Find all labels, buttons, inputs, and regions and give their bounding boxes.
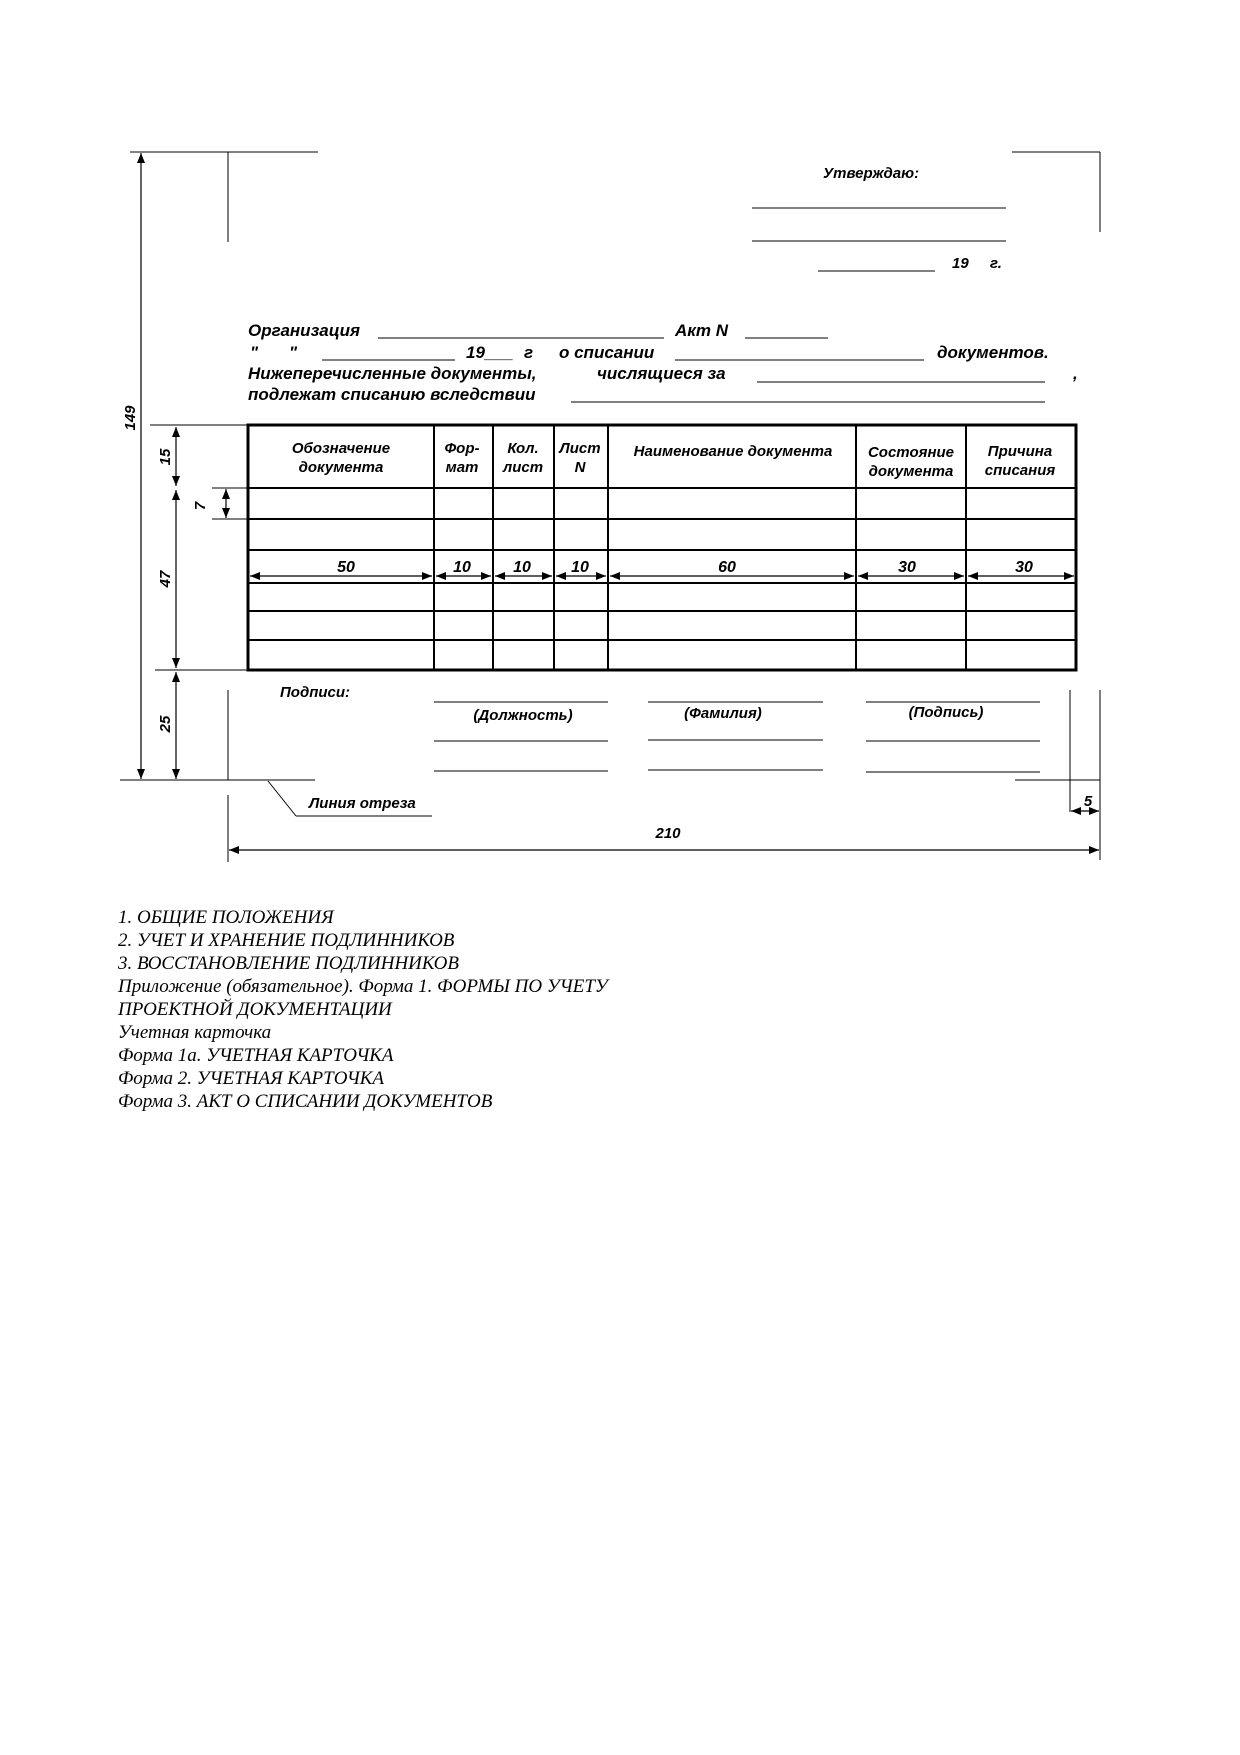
header-year-prefix: 19___ [466, 343, 514, 362]
dim-col-width-3: 10 [513, 559, 531, 576]
col-sheet-count-line1: Кол. [507, 440, 539, 457]
signatures-label: Подписи: [280, 684, 351, 701]
subject-to: подлежат списанию вследствии [248, 385, 536, 404]
contents-item: Учетная карточка [118, 1022, 272, 1043]
col-reason-line2: списания [984, 462, 1056, 479]
dim-col-width-4: 10 [571, 559, 589, 576]
dim-col-width-2: 10 [453, 559, 471, 576]
approve-year-prefix: 19 [952, 255, 969, 272]
dim-col-width-7: 30 [1015, 559, 1033, 576]
signature-sign-caption: (Подпись) [908, 704, 984, 721]
counted-for: числящиеся за [597, 364, 726, 383]
contents-item: Приложение (обязательное). Форма 1. ФОРМЫ ПО УЧЕТУ [118, 976, 608, 997]
dim-col-width-1: 50 [337, 559, 355, 576]
col-sheet-no-line1: Лист [559, 440, 601, 457]
contents-item: 1. ОБЩИЕ ПОЛОЖЕНИЯ [118, 907, 334, 928]
table-header [292, 440, 1055, 480]
column-width-dimensions [250, 559, 1074, 576]
approve-year-suffix: г. [990, 255, 1002, 272]
height-dimensions [122, 153, 248, 779]
col-condition-line2: документа [868, 463, 954, 480]
contents-item: Форма 2. УЧЕТНАЯ КАРТОЧКА [118, 1068, 385, 1089]
header-year-suffix: г [524, 343, 534, 362]
col-designation-line2: документа [298, 459, 384, 476]
listed-docs: Нижеперечисленные документы, [248, 364, 537, 383]
about-writeoff: о списании [559, 343, 655, 362]
cut-line-note [268, 781, 432, 816]
contents-item: Форма 1а. УЧЕТНАЯ КАРТОЧКА [118, 1045, 394, 1066]
approve-title: Утверждаю: [823, 165, 920, 182]
organization-label: Организация [248, 321, 361, 340]
col-designation-line1: Обозначение [291, 440, 391, 457]
dim-body-height: 47 [157, 570, 174, 588]
col-format-line2: мат [445, 459, 479, 476]
col-sheet-no-line2: N [574, 459, 586, 476]
act-header [248, 321, 1078, 404]
dim-col-width-5: 60 [718, 559, 736, 576]
header-comma: , [1073, 364, 1078, 383]
act-label: Акт N [675, 321, 729, 340]
dim-total-height: 149 [122, 405, 139, 431]
contents-item: 3. ВОССТАНОВЛЕНИЕ ПОДЛИННИКОВ [118, 953, 459, 974]
quote-close: " [289, 343, 298, 362]
col-doc-name: Наименование документа [633, 443, 833, 460]
dim-signature-zone-height: 25 [157, 715, 174, 733]
dim-total-width: 210 [655, 825, 681, 842]
approval-block [752, 165, 1006, 272]
col-reason-line1: Причина [987, 443, 1053, 460]
quote-open: " [250, 343, 259, 362]
contents-item: ПРОЕКТНОЙ ДОКУМЕНТАЦИИ [118, 999, 392, 1020]
dim-header-row-height: 15 [157, 448, 174, 466]
dim-row-height: 7 [192, 501, 209, 511]
documents-word: документов. [937, 343, 1049, 362]
dim-margin: 5 [1083, 793, 1093, 810]
dim-col-width-6: 30 [898, 559, 916, 576]
col-sheet-count-line2: лист [502, 459, 544, 476]
signature-block [280, 684, 1040, 772]
contents-item: 2. УЧЕТ И ХРАНЕНИЕ ПОДЛИННИКОВ [118, 930, 455, 951]
signature-position-caption: (Должность) [473, 707, 573, 724]
contents-list [118, 906, 738, 1113]
contents-item: Форма 3. АКТ О СПИСАНИИ ДОКУМЕНТОВ [118, 1091, 493, 1112]
col-format-line1: Фор- [444, 440, 480, 457]
col-condition-line1: Состояние [867, 444, 955, 461]
signature-surname-caption: (Фамилия) [684, 705, 762, 722]
cut-line-label: Линия отреза [309, 795, 416, 812]
